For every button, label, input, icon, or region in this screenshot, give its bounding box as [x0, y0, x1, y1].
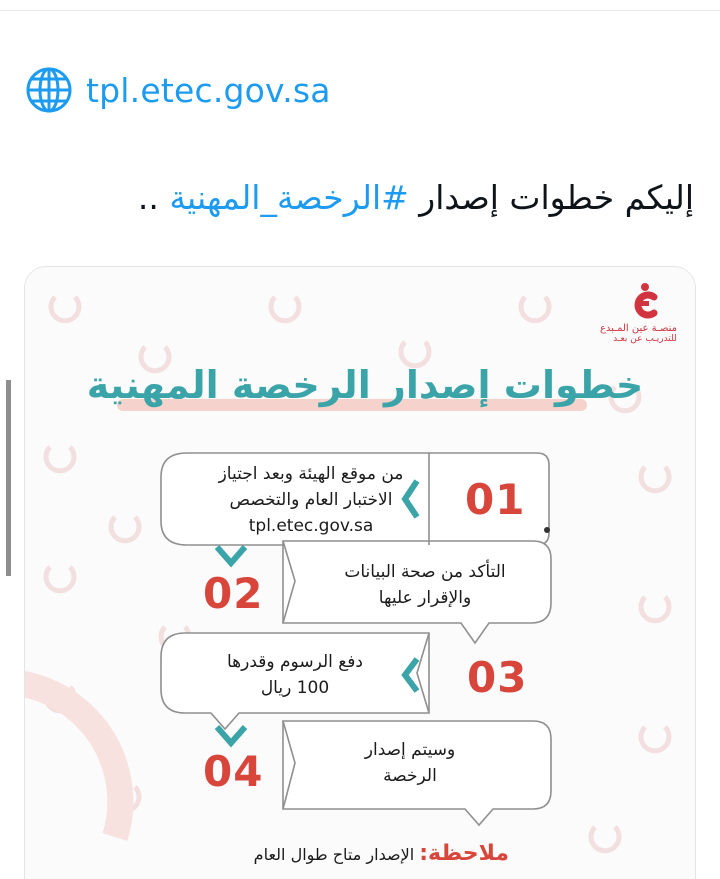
step-2-line-1: التأكد من صحة البيانات	[344, 562, 506, 582]
chevron-down-icon	[217, 727, 245, 743]
step-2-line-2: والإقرار عليها	[378, 588, 472, 608]
tweet-text	[138, 178, 694, 217]
note-label: ملاحظة:	[419, 841, 509, 866]
tweet-prefix: إليكم خطوات إصدار	[408, 178, 694, 217]
chevron-down-icon	[217, 547, 245, 563]
step-1-text	[193, 461, 429, 539]
step-3-number: 03	[467, 653, 528, 702]
step-1-number: 01	[465, 475, 526, 524]
step-4-line-1: وسيتم إصدار	[364, 740, 456, 760]
website-link[interactable]	[24, 64, 331, 116]
step-2-number: 02	[203, 569, 264, 618]
step-2-text	[315, 559, 535, 611]
step-4-line-2: الرخصة	[383, 766, 437, 786]
step-1-url: tpl.etec.gov.sa	[248, 516, 374, 536]
step-1-line-1: من موقع الهيئة وبعد اجتياز	[218, 464, 404, 484]
step-1-line-2: الاختبار العام والتخصص	[229, 490, 393, 510]
infographic-title: خطوات إصدار الرخصة المهنية	[86, 363, 644, 407]
hashtag-link[interactable]: #الرخصة_المهنية	[169, 178, 409, 217]
step-3-line-1: دفع الرسوم وقدرها	[227, 652, 363, 672]
note	[254, 841, 509, 866]
globe-icon	[24, 65, 74, 115]
step-4-text	[325, 737, 495, 789]
dot-marker	[544, 527, 550, 533]
tweet-suffix: ..	[137, 178, 170, 217]
media-card[interactable]	[24, 266, 696, 879]
brand-name: منصـة عين المـبدع	[599, 323, 677, 334]
note-text: الإصدار متاح طوال العام	[253, 845, 415, 864]
step-3-line-2: 100 ريال	[260, 678, 330, 698]
top-divider	[0, 10, 720, 11]
brand-tagline: للتدريـب عن بعـد	[613, 334, 677, 344]
step-3-text	[185, 649, 405, 701]
website-link-text[interactable]: tpl.etec.gov.sa	[86, 70, 331, 110]
scroll-indicator[interactable]	[6, 380, 11, 576]
step-4-number: 04	[203, 747, 264, 796]
